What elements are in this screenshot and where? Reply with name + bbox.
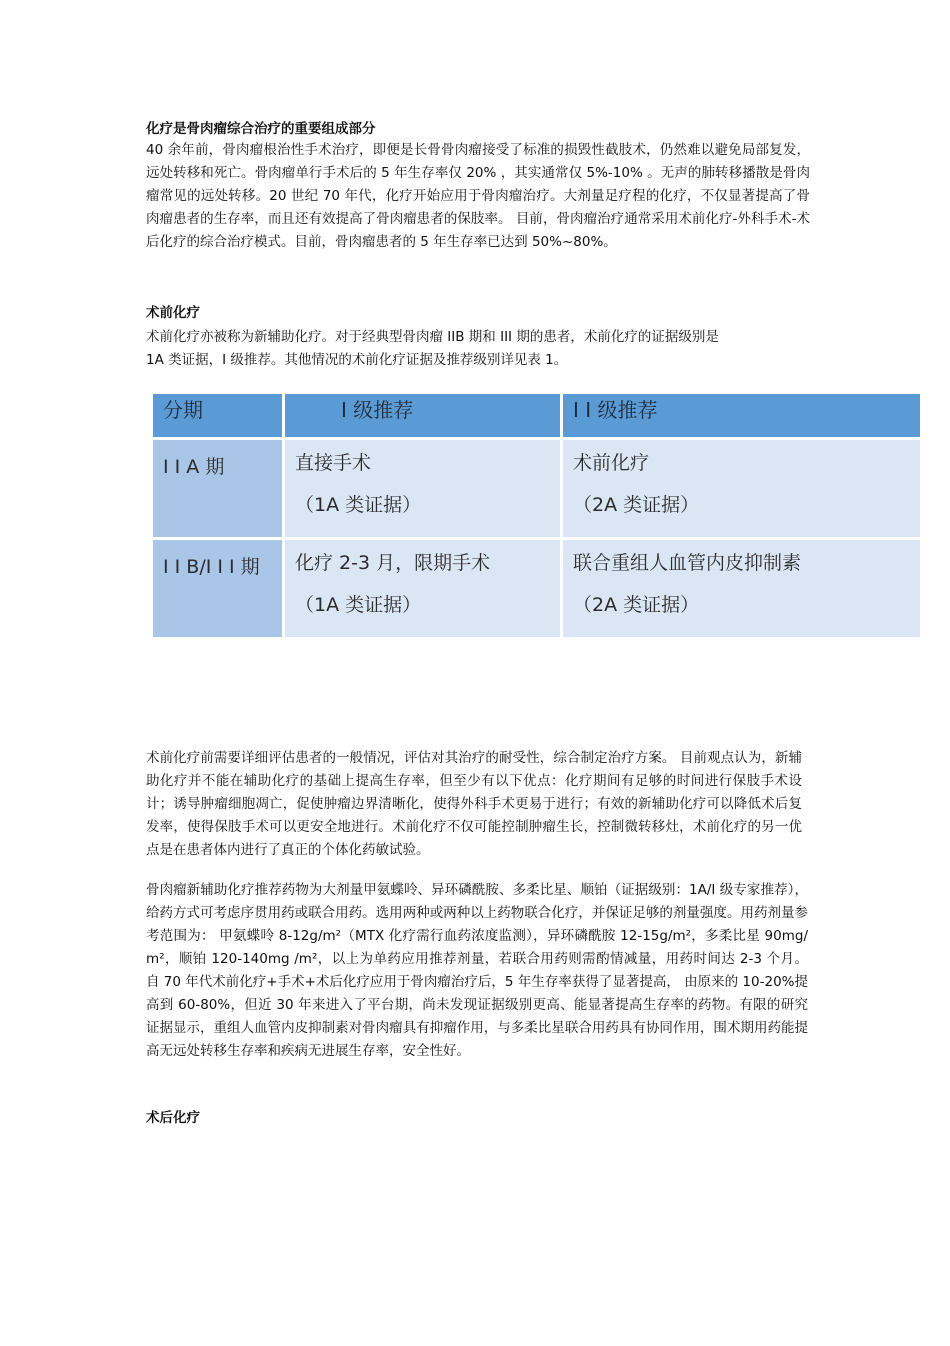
paragraph-neoadjuvant-drugs: 骨肉瘤新辅助化疗推荐药物为大剂量甲氨蝶呤、异环磷酰胺、多柔比星、顺铂（证据级别：1A/I 级专家推荐），给药方式可考虑序贯用药或联合用药。选用两种或两种以上药物联合化疗，并保证足够的剂量强度。用药剂量参考范围为： 甲氨蝶呤 8-12g/m²（MTX 化疗需行血药浓度监测），异环磷酰胺 12-15g/m²，多柔比星 90mg/m²，顺铂 120-140mg /m²，以上为单药应用推荐剂量，若联合用药则需酌情减量，用药时间达 2-3 个月。 自 70 年代术前化疗+手术+术后化疗应用于骨肉瘤治疗后，5 年生存率获得了显著提高， 由原来的 10-20%提高到 60-80%，但近 30 年来进入了平台期，尚未发现证据级别更高、能显著提高生存率的药物。有限的研究证据显示，重组人血管内皮抑制素对骨肉瘤具有抑瘤作用，与多柔比星联合用药具有协同作用，围术期用药能提高无远处转移生存率和疾病无进展生存率，安全性好。 xyxy=(146,882,808,1059)
table-cell-level1-evidence: （1A 类证据） xyxy=(295,494,422,516)
table-row xyxy=(152,539,922,639)
table-cell-level1 xyxy=(284,539,562,639)
table-cell-level1-main: 化疗 2-3 月，限期手术 xyxy=(295,552,491,574)
table-cell-level2-evidence: （2A 类证据） xyxy=(573,594,700,616)
table-cell-level2 xyxy=(562,439,922,539)
table-cell-level2-evidence: （2A 类证据） xyxy=(573,494,700,516)
table-row xyxy=(152,439,922,539)
paragraph-preoperative-assessment: 术前化疗前需要详细评估患者的一般情况，评估对其治疗的耐受性，综合制定治疗方案。 目前观点认为，新辅助化疗并不能在辅助化疗的基础上提高生存率，但至少有以下优点：化疗期间有足够的时间进行保肢手术设计；诱导肿瘤细胞凋亡，促使肿瘤边界清晰化，使得外科手术更易于进行；有效的新辅助化疗可以降低术后复发率，使得保肢手术可以更安全地进行。术前化疗不仅可能控制肿瘤生长，控制微转移灶，术前化疗的另一优点是在患者体内进行了真正的个体化药敏试验。 xyxy=(146,750,802,858)
table-cell-level2-main: 联合重组人血管内皮抑制素 xyxy=(573,552,802,574)
table-cell-level1-evidence: （1A 类证据） xyxy=(295,594,422,616)
paragraph-preoperative-intro-line2: 1A 类证据，I 级推荐。其他情况的术前化疗证据及推荐级别详见表 1。 xyxy=(146,352,568,368)
table-header-stage: 分期 xyxy=(152,393,284,439)
table-header-level2: I I 级推荐 xyxy=(562,393,922,439)
table-cell-level2 xyxy=(562,539,922,639)
table-cell-stage: I I B/I I I 期 xyxy=(152,539,284,639)
table-cell-stage: I I A 期 xyxy=(152,439,284,539)
section-title-postoperative: 术后化疗 xyxy=(146,1110,200,1126)
paragraph-chemotherapy-overview: 40 余年前，骨肉瘤根治性手术治疗，即便是长骨骨肉瘤接受了标准的损毁性截肢术，仍然难以避免局部复发，远处转移和死亡。骨肉瘤单行手术后的 5 年生存率仅 20% ，其实通常仅 5%-10% 。无声的肺转移播散是骨肉瘤常见的远处转移。20 世纪 70 年代，化疗开始应用于骨肉瘤治疗。大剂量足疗程的化疗，不仅显著提高了骨肉瘤患者的生存率，而且还有效提高了骨肉瘤患者的保肢率。 目前，骨肉瘤治疗通常采用术前化疗-外科手术-术后化疗的综合治疗模式。目前，骨肉瘤患者的 5 年生存率已达到 50%~80%。 xyxy=(146,142,810,250)
table-cell-level1-main: 直接手术 xyxy=(295,452,372,474)
section-title-chemotherapy: 化疗是骨肉瘤综合治疗的重要组成部分 xyxy=(146,121,376,137)
section-title-preoperative: 术前化疗 xyxy=(146,305,200,321)
paragraph-preoperative-intro-line1: 术前化疗亦被称为新辅助化疗。对于经典型骨肉瘤 IIB 期和 III 期的患者，术前化疗的证据级别是 xyxy=(146,329,719,345)
recommendation-table-grid xyxy=(150,391,923,640)
table-header-row xyxy=(152,393,922,439)
table-cell-level1 xyxy=(284,439,562,539)
table-cell-level2-main: 术前化疗 xyxy=(573,452,650,474)
recommendation-table xyxy=(150,391,920,637)
table-header-level1: I 级推荐 xyxy=(284,393,562,439)
